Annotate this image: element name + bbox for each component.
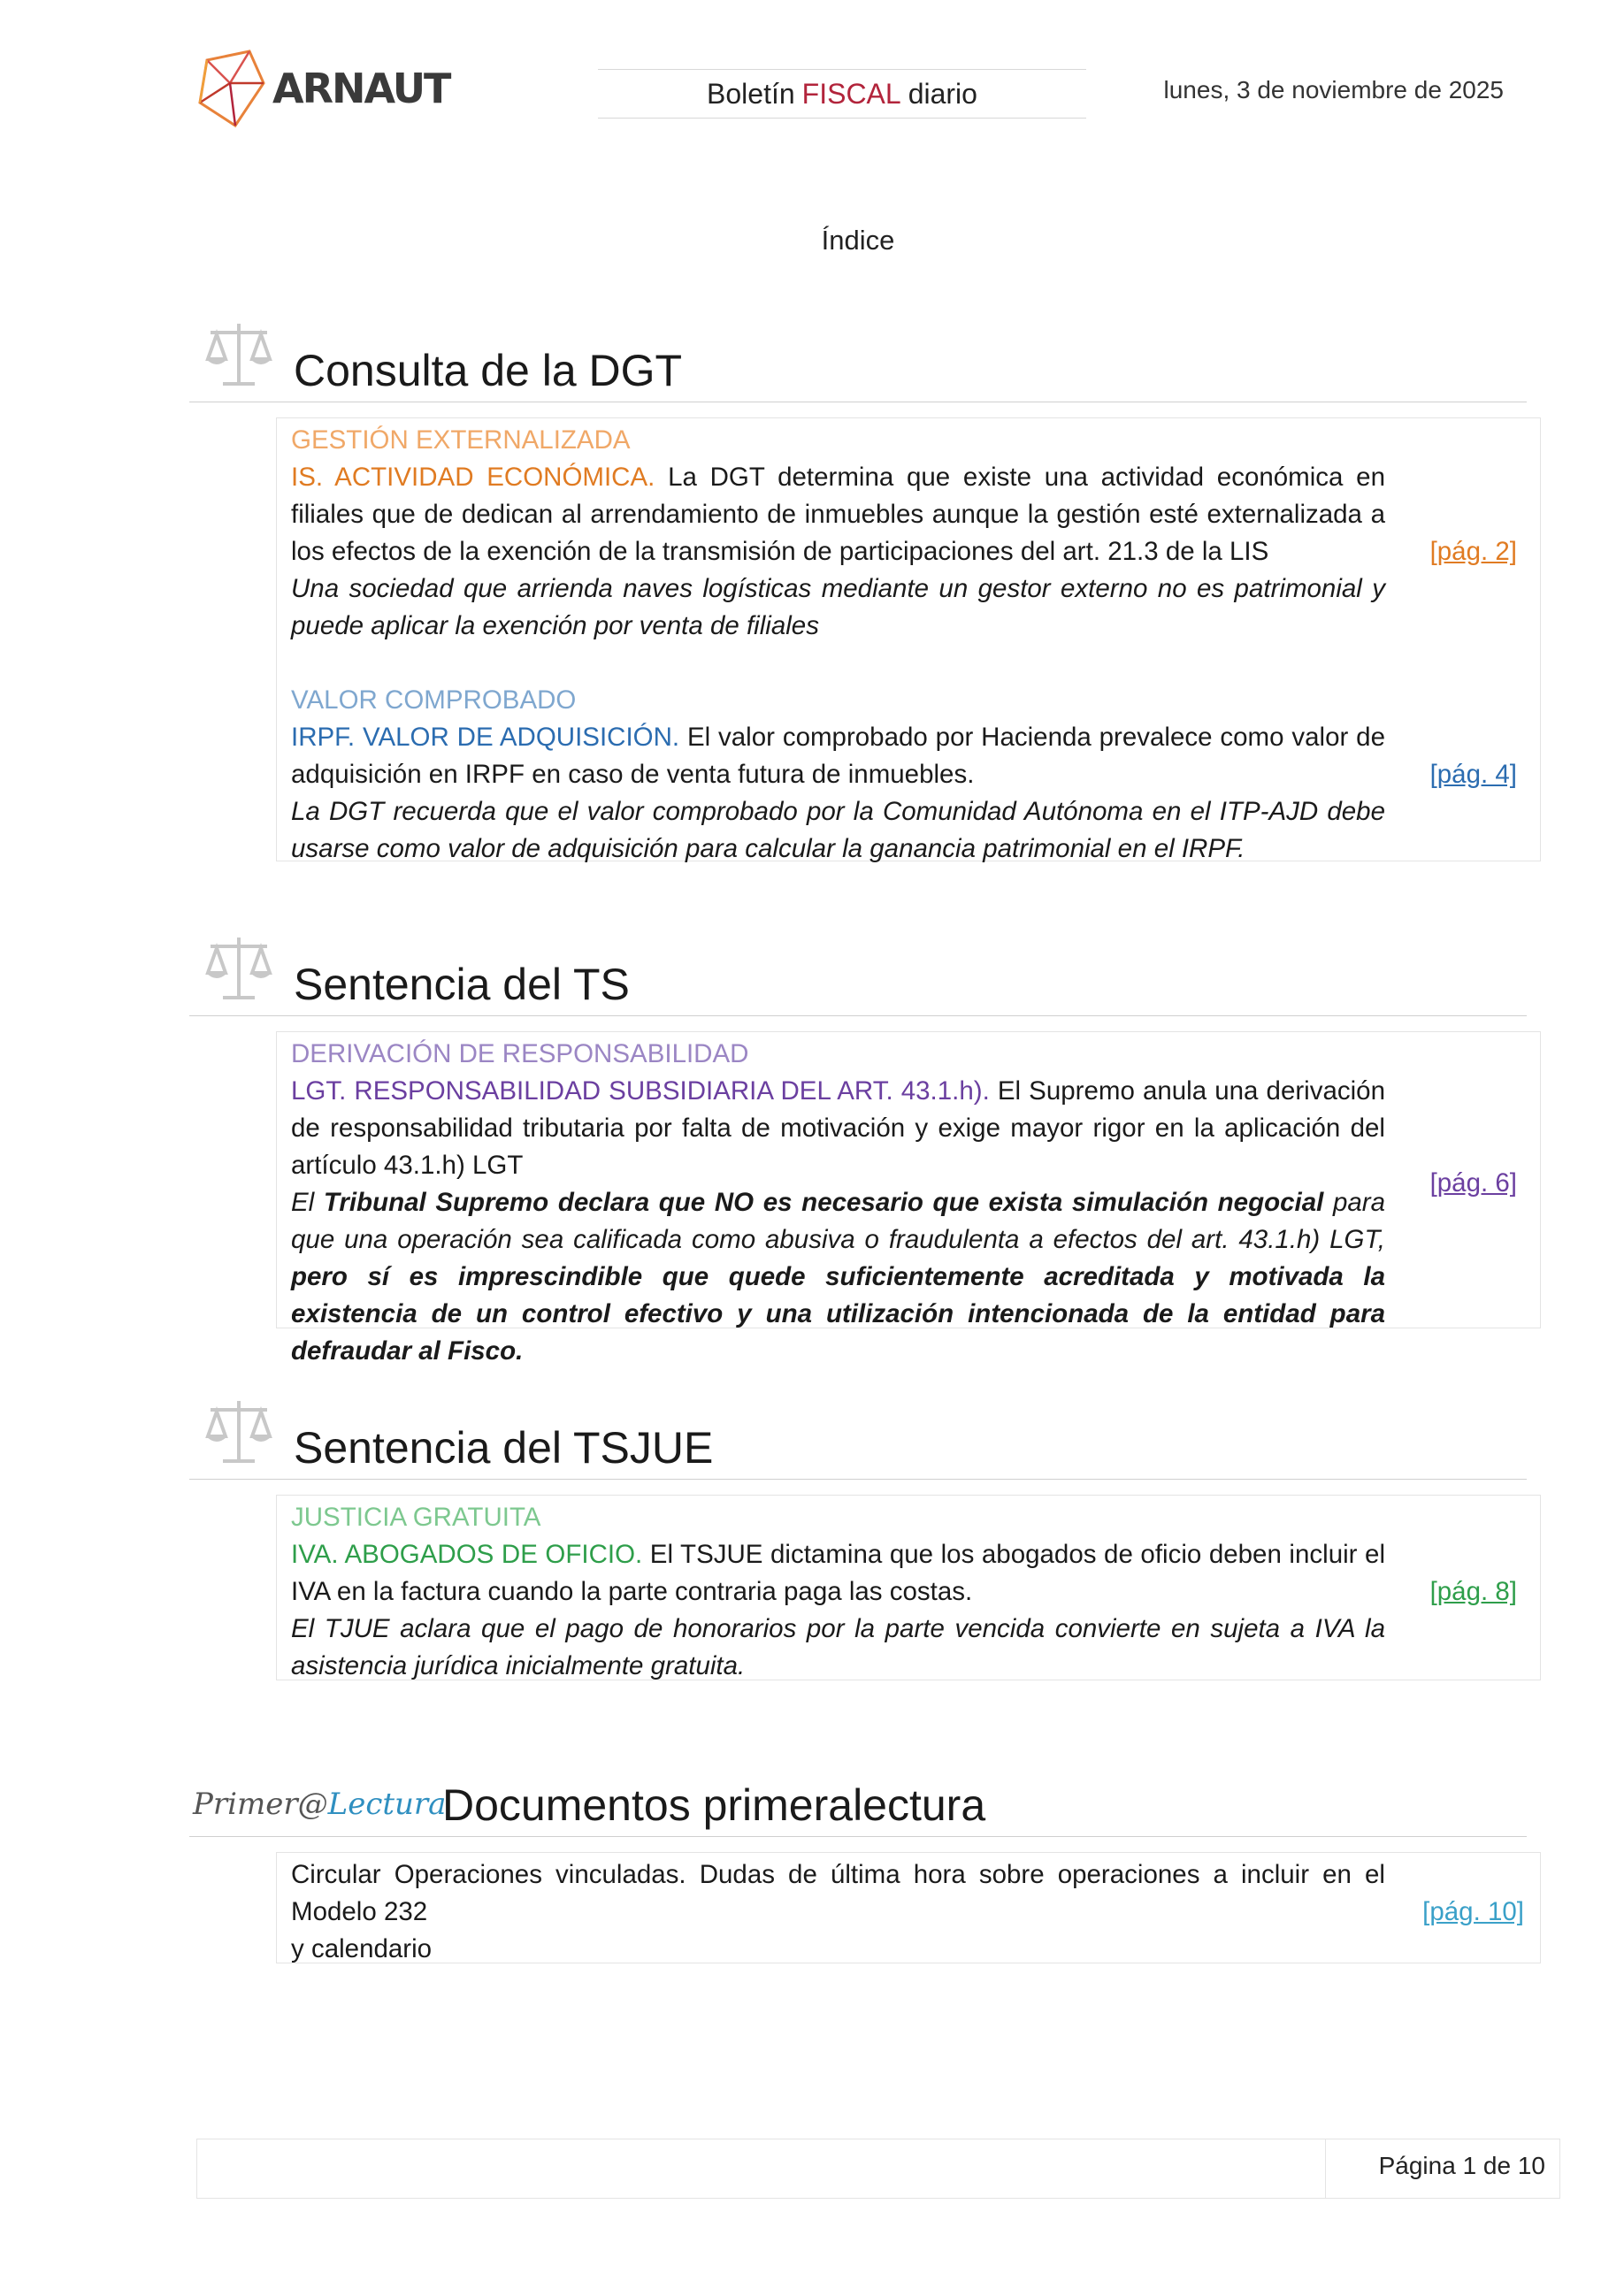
doc-prefix: Circular xyxy=(291,1860,395,1889)
section-header-tsjue xyxy=(189,1403,1527,1480)
entry-valor-comprobado xyxy=(277,682,1540,868)
footer-divider xyxy=(1325,2139,1326,2198)
entry-category: GESTIÓN EXTERNALIZADA xyxy=(291,425,631,455)
page-link[interactable]: [pág. 2] xyxy=(1429,537,1517,566)
entry-body: El valor comprobado por Hacienda prevalece como valor de adquisición en IRPF en caso de venta futura de inmuebles. xyxy=(291,723,1385,789)
primeralectura-logo xyxy=(193,1787,446,1822)
entry-lead: IVA. ABOGADOS DE OFICIO. xyxy=(291,1540,643,1569)
entry-circular xyxy=(277,1856,1540,1968)
entry-body: El TSJUE dictamina que los abogados de oficio deben incluir el IVA en la factura cuando la parte contraria paga las costas. xyxy=(291,1540,1385,1606)
entry-category: VALOR COMPROBADO xyxy=(291,685,577,715)
entry-justicia-gratuita xyxy=(277,1499,1540,1685)
title-accent: FISCAL xyxy=(801,77,901,110)
logo-left: Primer@ xyxy=(193,1787,328,1822)
page-footer xyxy=(196,2139,1560,2199)
title-post: diario xyxy=(908,77,977,110)
scale-icon xyxy=(202,1394,276,1468)
page-number: Página 1 de 10 xyxy=(1378,2152,1545,2179)
entry-summary: Una sociedad que arrienda naves logísticas mediante un gestor externo no es patrimonial y puede aplicar la exención por venta de filiales xyxy=(291,574,1385,640)
page-link[interactable]: [pág. 6] xyxy=(1429,1168,1517,1198)
bulletin-title xyxy=(598,69,1086,119)
entry-summary xyxy=(291,1184,1385,1370)
index-title: Índice xyxy=(821,225,895,256)
entry-lead: IS. ACTIVIDAD ECONÓMICA. xyxy=(291,463,655,492)
entry-summary: El TJUE aclara que el pago de honorarios por la parte vencida convierte en sujeta a IVA la asistencia jurídica inicialmente gratuita. xyxy=(291,1614,1385,1680)
entry-summary: La DGT recuerda que el valor comprobado por la Comunidad Autónoma en el ITP-AJD debe usarse como valor de adquisición para calcular la ganancia patrimonial en el IRPF. xyxy=(291,797,1385,863)
entry-lead: IRPF. VALOR DE ADQUISICIÓN. xyxy=(291,723,680,752)
entry-lead: LGT. RESPONSABILIDAD SUBSIDIARIA DEL ART. 43.1.h). xyxy=(291,1076,990,1106)
summary-part-bold: pero sí es imprescindible que quede suficientemente acreditada y motivada la existencia de un control efectivo y una utilización intencionada de la entidad para defraudar al Fisco. xyxy=(291,1262,1385,1366)
scale-icon xyxy=(202,317,276,391)
entry-gestion-externalizada xyxy=(277,422,1540,645)
section-card-dgt xyxy=(276,417,1541,861)
entry-category: DERIVACIÓN DE RESPONSABILIDAD xyxy=(291,1039,749,1068)
page-link[interactable]: [pág. 4] xyxy=(1429,760,1517,789)
page-link[interactable]: [pág. 10] xyxy=(1422,1897,1524,1926)
entry-derivacion-responsabilidad xyxy=(277,1036,1540,1370)
section-card-primeralectura xyxy=(276,1852,1541,1963)
summary-part: El xyxy=(291,1188,324,1217)
section-title: Documentos primeralectura xyxy=(442,1780,986,1830)
entry-category: JUSTICIA GRATUITA xyxy=(291,1503,541,1532)
arnaut-logo-icon xyxy=(196,48,267,129)
section-card-ts xyxy=(276,1031,1541,1366)
header-logo xyxy=(196,44,462,133)
logo-right: Lectura xyxy=(327,1787,447,1822)
entry-body: La DGT determina que existe una actividad económica en filiales que de dedican al arrendamiento de inmuebles aunque la gestión esté externalizada a los efectos de la exención de la transmisión de participaciones del art. 21.3 de la LIS xyxy=(291,463,1385,566)
entry-body: El Supremo anula una derivación de responsabilidad tributaria por falta de motivación y exige mayor rigor en la aplicación del artículo 43.1.h) LGT xyxy=(291,1076,1386,1180)
section-title: Consulta de la DGT xyxy=(294,346,683,395)
bulletin-date: lunes, 3 de noviembre de 2025 xyxy=(1163,76,1504,103)
page-link[interactable]: [pág. 8] xyxy=(1429,1577,1517,1606)
doc-title[interactable]: Operaciones vinculadas. Dudas de última hora sobre operaciones a incluir en el Modelo 232 xyxy=(291,1860,1385,1926)
title-pre: Boletín xyxy=(707,77,795,110)
logo-text: ARNAUT xyxy=(272,65,450,112)
section-header-ts xyxy=(189,939,1527,1016)
scale-icon xyxy=(202,930,276,1005)
section-card-tsjue xyxy=(276,1495,1541,1680)
section-header-dgt xyxy=(189,325,1527,402)
section-title: Sentencia del TSJUE xyxy=(294,1423,714,1473)
section-header-primeralectura xyxy=(189,1760,1527,1837)
summary-part: para que una operación sea calificada como abusiva o fraudulenta a efectos del art. 43.1.h) LGT, xyxy=(291,1188,1386,1254)
section-title: Sentencia del TS xyxy=(294,960,630,1009)
doc-suffix: y calendario xyxy=(291,1934,433,1963)
summary-part-bold: Tribunal Supremo declara que NO es necesario que exista simulación negocial xyxy=(323,1188,1324,1217)
